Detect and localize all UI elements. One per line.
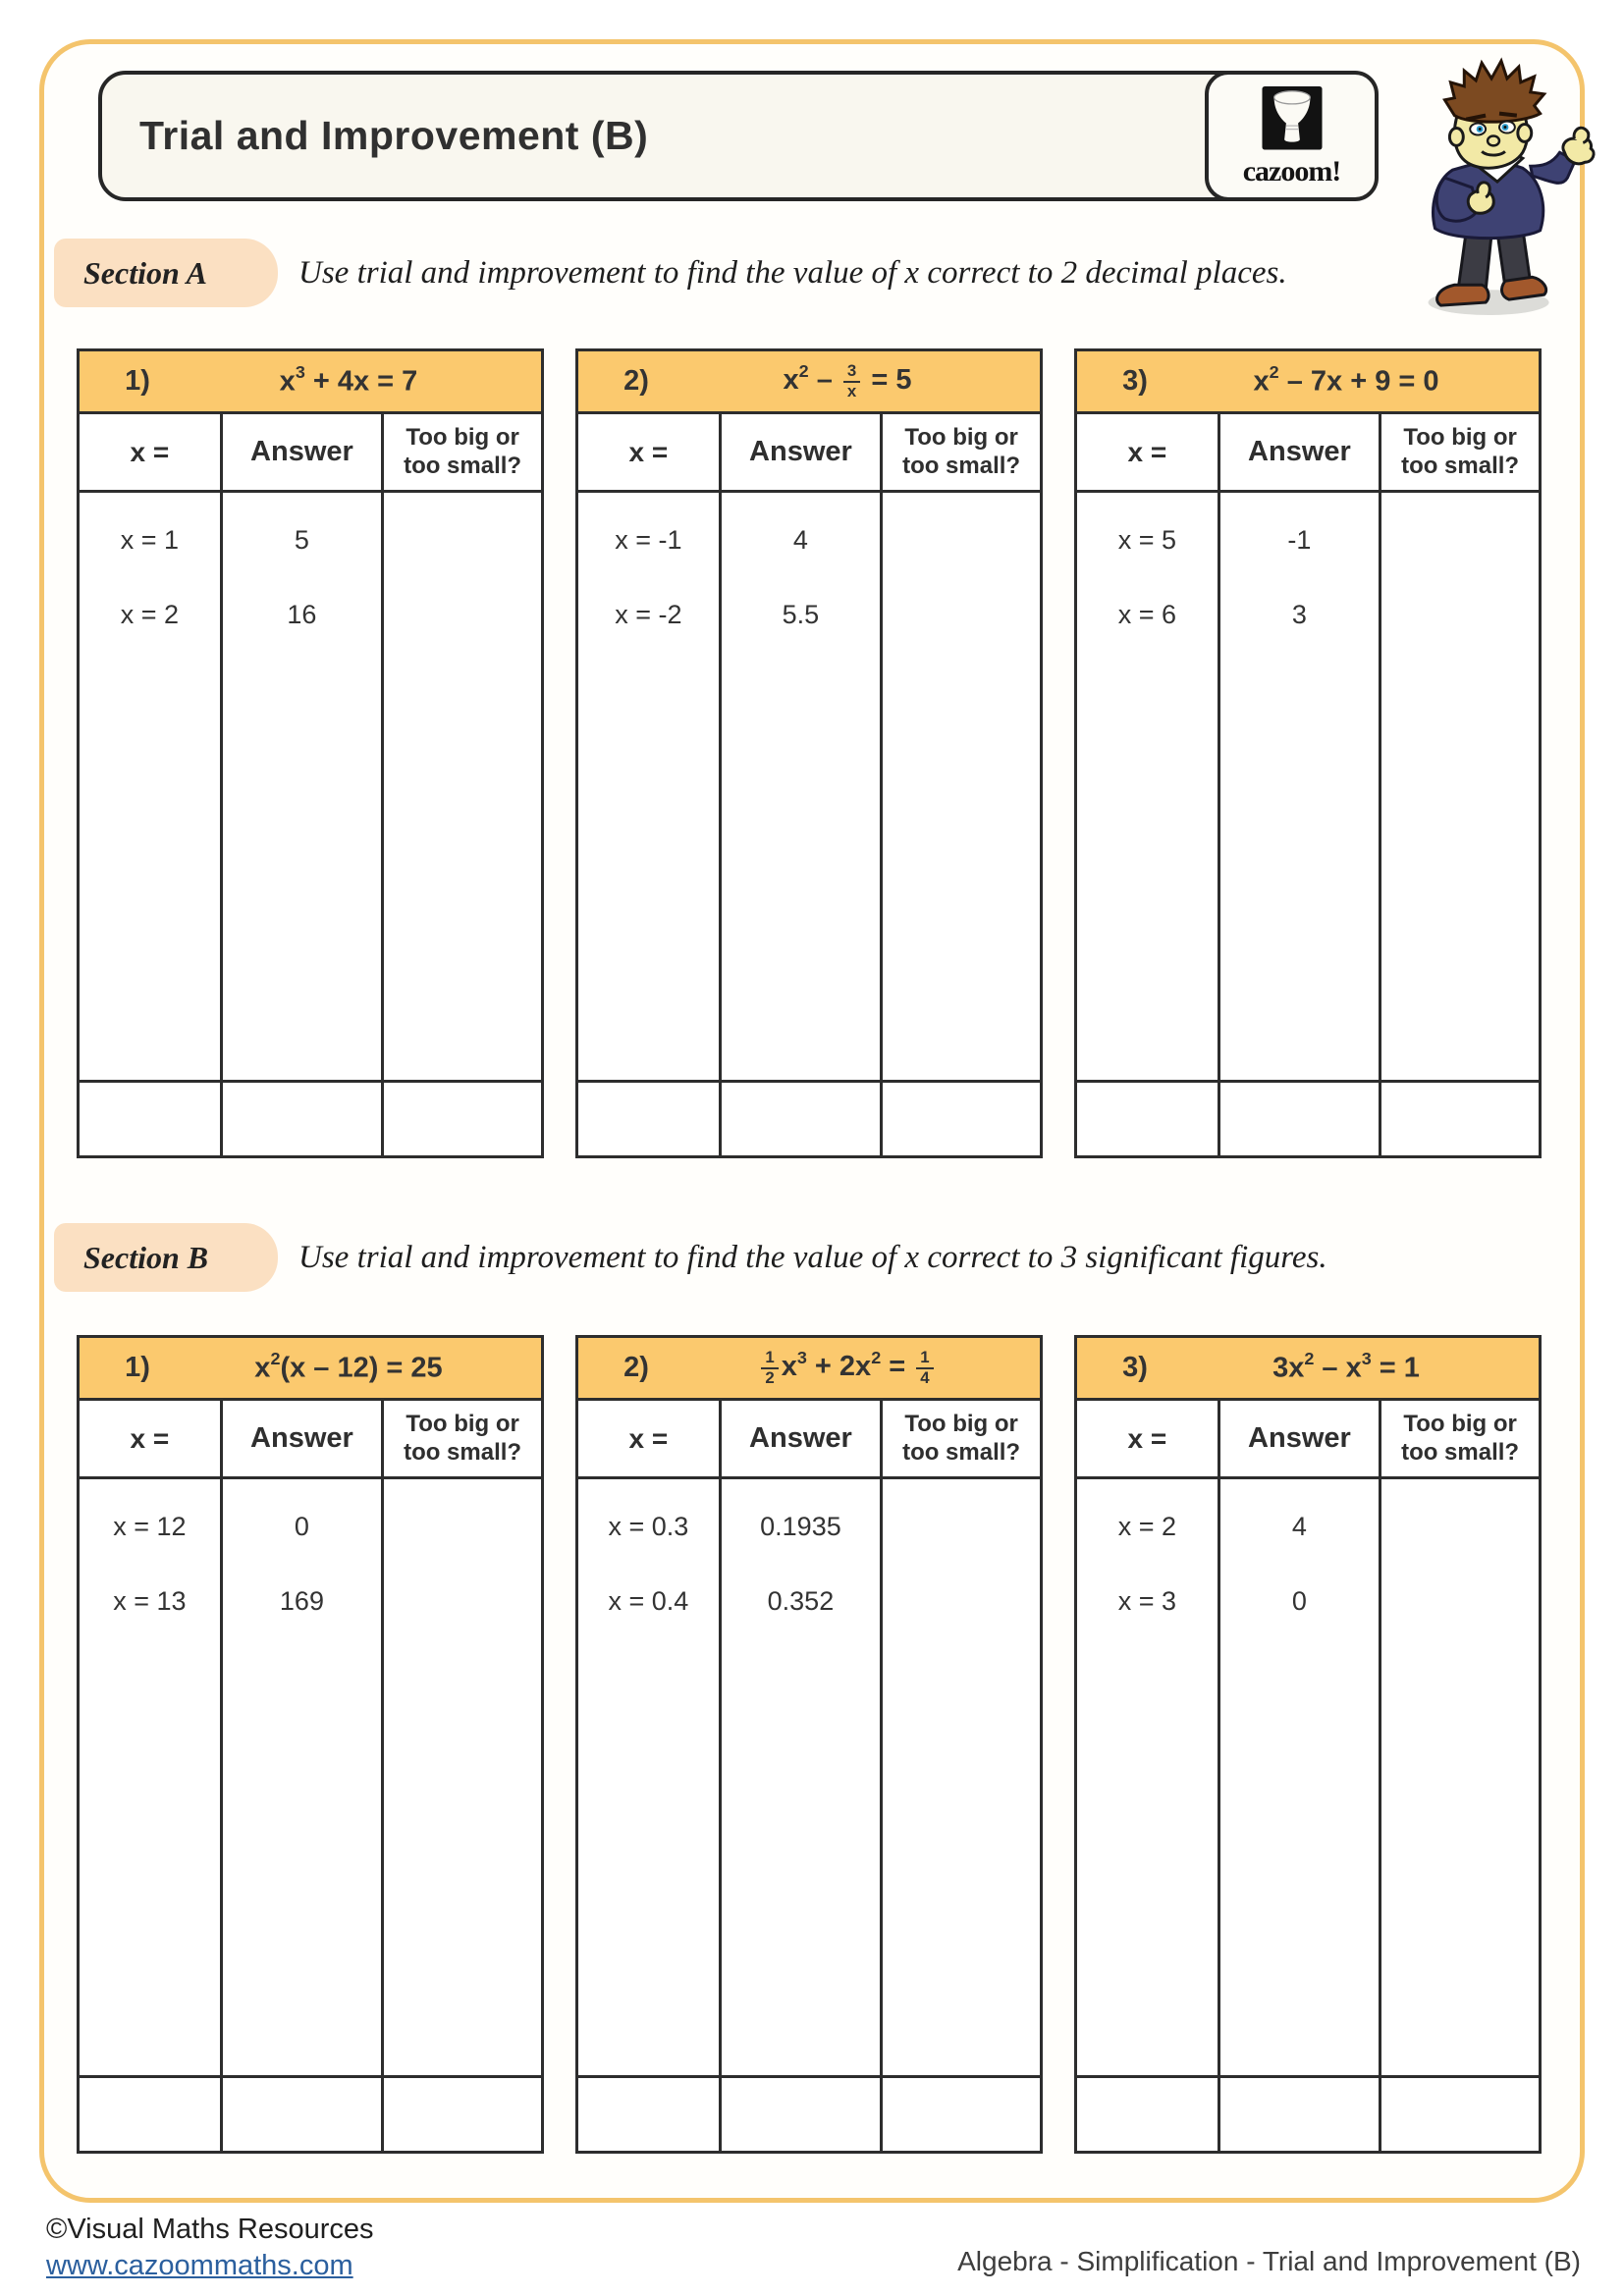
trial-x-value: x = 3 — [1117, 1585, 1176, 1616]
trial-verdict — [883, 577, 1040, 652]
copyright-text: ©Visual Maths Resources — [46, 2214, 374, 2245]
trial-answer: 0.352 — [767, 1585, 835, 1616]
trial-verdict — [883, 1564, 1040, 1638]
x-column-header: x = — [578, 1401, 722, 1476]
trial-x-value: x = 12 — [113, 1511, 187, 1541]
trial-answer: 3 — [1291, 599, 1307, 629]
trial-x-value: x = -2 — [615, 599, 682, 629]
verdict-column-header: Too big or too small? — [902, 1410, 1021, 1466]
verdict-column — [883, 493, 1040, 1080]
trial-x-value: x = 2 — [1117, 1511, 1176, 1541]
x-column-header: x = — [80, 414, 223, 490]
answer-column-header: Answer — [722, 1401, 884, 1476]
boy-thumbs-up-icon — [1377, 51, 1620, 334]
answer-column — [722, 1479, 884, 2075]
page-title: Trial and Improvement (B) — [139, 113, 649, 158]
footer-cell — [578, 2078, 722, 2151]
question-number: 1) — [125, 365, 150, 397]
column-headers — [1077, 414, 1539, 493]
cazoom-logo — [1205, 71, 1379, 201]
section-a-badge — [54, 239, 278, 307]
trial-x-value: x = 13 — [113, 1585, 187, 1616]
trial-verdict — [384, 503, 541, 577]
answer-column-header: Answer — [1220, 414, 1382, 490]
x-column — [1077, 493, 1220, 1080]
table-b2 — [575, 1335, 1043, 2154]
trial-verdict — [1381, 1489, 1539, 1564]
trial-answer: 5.5 — [782, 599, 820, 629]
trial-answer: 0.1935 — [760, 1511, 841, 1541]
table-body — [578, 493, 1040, 1080]
trial-verdict — [883, 503, 1040, 577]
answer-column — [223, 493, 385, 1080]
trial-x-value: x = 5 — [1117, 524, 1176, 555]
x-column-header: x = — [80, 1401, 223, 1476]
x-column-header: x = — [578, 414, 722, 490]
section-b-instruction: Use trial and improvement to find the value of x correct to 3 significant figures. — [298, 1239, 1327, 1275]
trial-answer: 169 — [279, 1585, 324, 1616]
section-a-instruction: Use trial and improvement to find the value of x correct to 2 decimal places. — [298, 254, 1287, 291]
cazoom-logo-word: cazoom! — [1242, 154, 1341, 187]
table-b2-title — [578, 1338, 1040, 1401]
table-a3-title — [1077, 351, 1539, 414]
verdict-column-header: Too big or too small? — [1401, 1410, 1520, 1466]
trial-verdict — [384, 1564, 541, 1638]
table-body — [80, 493, 541, 1080]
section-b-label: Section B — [83, 1239, 209, 1275]
table-a1 — [77, 348, 544, 1158]
answer-column — [223, 1479, 385, 2075]
table-b3-title — [1077, 1338, 1539, 1401]
trial-x-value: x = 1 — [120, 524, 179, 555]
x-column — [1077, 1479, 1220, 2075]
verdict-column-header: Too big or too small? — [404, 1410, 522, 1466]
verdict-column-header: Too big or too small? — [404, 423, 522, 479]
footer-cell — [384, 1083, 541, 1155]
question-equation: $3x^2 - x^3 = 1$ — [1272, 1349, 1420, 1384]
table-b3 — [1074, 1335, 1542, 2154]
verdict-column — [384, 1479, 541, 2075]
question-number: 3) — [1122, 365, 1148, 397]
verdict-column — [1381, 1479, 1539, 2075]
table-b1 — [77, 1335, 544, 2154]
footer-cell — [80, 2078, 223, 2151]
footer-cell — [883, 2078, 1040, 2151]
footer-cell — [80, 1083, 223, 1155]
question-equation: $x^2(x - 12) = 25$ — [254, 1349, 443, 1384]
trial-answer: 0 — [1291, 1585, 1307, 1616]
table-b1-title — [80, 1338, 541, 1401]
footer-cell — [1220, 1083, 1382, 1155]
footer-cell — [1077, 2078, 1220, 2151]
table-footer-row — [1077, 2075, 1539, 2151]
answer-column — [1220, 1479, 1382, 2075]
question-number: 2) — [623, 1352, 649, 1383]
trial-verdict — [384, 1489, 541, 1564]
verdict-column — [883, 1479, 1040, 2075]
footer-cell — [384, 2078, 541, 2151]
question-number: 1) — [125, 1352, 150, 1383]
question-equation: $x^3 + 4x = 7$ — [279, 362, 418, 398]
worksheet-breadcrumb: Algebra - Simplification - Trial and Improvement (B) — [957, 2246, 1581, 2276]
x-column — [80, 1479, 223, 2075]
cazoom-drum-icon — [1261, 86, 1324, 153]
footer-cell — [1381, 2078, 1539, 2151]
answer-column-header: Answer — [722, 414, 884, 490]
footer-cell — [722, 1083, 884, 1155]
question-equation: $\frac{1}{2}$ $x^3 + 2x^2$ = $\frac{1}{4}$ — [694, 1349, 1040, 1387]
question-equation: $x^2 - 7x + 9 = 0$ — [1253, 362, 1439, 398]
trial-answer: 4 — [1291, 1511, 1307, 1541]
footer-cell — [1220, 2078, 1382, 2151]
table-footer-row — [578, 2075, 1040, 2151]
trial-verdict — [1381, 1564, 1539, 1638]
trial-answer: 4 — [792, 524, 808, 555]
footer-cell — [223, 1083, 385, 1155]
column-headers — [80, 1401, 541, 1479]
table-a2 — [575, 348, 1043, 1158]
website-link[interactable]: www.cazoommaths.com — [46, 2250, 353, 2281]
column-headers — [80, 414, 541, 493]
answer-column — [1220, 493, 1382, 1080]
trial-verdict — [883, 1489, 1040, 1564]
question-number: 3) — [1122, 1352, 1148, 1383]
answer-column-header: Answer — [223, 1401, 385, 1476]
verdict-column-header: Too big or too small? — [1401, 423, 1520, 479]
trial-x-value: x = -1 — [615, 524, 682, 555]
table-footer-row — [1077, 1080, 1539, 1155]
trial-x-value: x = 6 — [1117, 599, 1176, 629]
footer-cell — [1381, 1083, 1539, 1155]
question-equation: $x^2$ – $\frac{3}{x}$ = 5 — [783, 360, 912, 400]
section-a-label: Section A — [83, 254, 207, 291]
answer-column-header: Answer — [223, 414, 385, 490]
x-column — [578, 493, 722, 1080]
table-body — [1077, 493, 1539, 1080]
table-footer-row — [80, 1080, 541, 1155]
trial-verdict — [384, 577, 541, 652]
footer-cell — [223, 2078, 385, 2151]
trial-x-value: x = 0.4 — [608, 1585, 689, 1616]
column-headers — [1077, 1401, 1539, 1479]
table-body — [80, 1479, 541, 2075]
column-headers — [578, 1401, 1040, 1479]
section-b-badge — [54, 1223, 278, 1292]
table-body — [578, 1479, 1040, 2075]
trial-answer: -1 — [1287, 524, 1312, 555]
table-footer-row — [80, 2075, 541, 2151]
x-column — [578, 1479, 722, 2075]
table-body — [1077, 1479, 1539, 2075]
answer-column — [722, 493, 884, 1080]
table-a1-title — [80, 351, 541, 414]
answer-column-header: Answer — [1220, 1401, 1382, 1476]
trial-verdict — [1381, 577, 1539, 652]
x-column-header: x = — [1077, 1401, 1220, 1476]
verdict-column-header: Too big or too small? — [902, 423, 1021, 479]
trial-answer: 16 — [287, 599, 317, 629]
footer-cell — [722, 2078, 884, 2151]
trial-x-value: x = 0.3 — [608, 1511, 689, 1541]
trial-answer: 5 — [294, 524, 309, 555]
footer-cell — [1077, 1083, 1220, 1155]
trial-answer: 0 — [294, 1511, 309, 1541]
x-column-header: x = — [1077, 414, 1220, 490]
footer-cell — [578, 1083, 722, 1155]
column-headers — [578, 414, 1040, 493]
x-column — [80, 493, 223, 1080]
table-a3 — [1074, 348, 1542, 1158]
verdict-column — [384, 493, 541, 1080]
footer-cell — [883, 1083, 1040, 1155]
verdict-column — [1381, 493, 1539, 1080]
table-footer-row — [578, 1080, 1040, 1155]
title-box — [98, 71, 1378, 201]
question-number: 2) — [623, 365, 649, 397]
trial-x-value: x = 2 — [120, 599, 179, 629]
trial-verdict — [1381, 503, 1539, 577]
table-a2-title — [578, 351, 1040, 414]
